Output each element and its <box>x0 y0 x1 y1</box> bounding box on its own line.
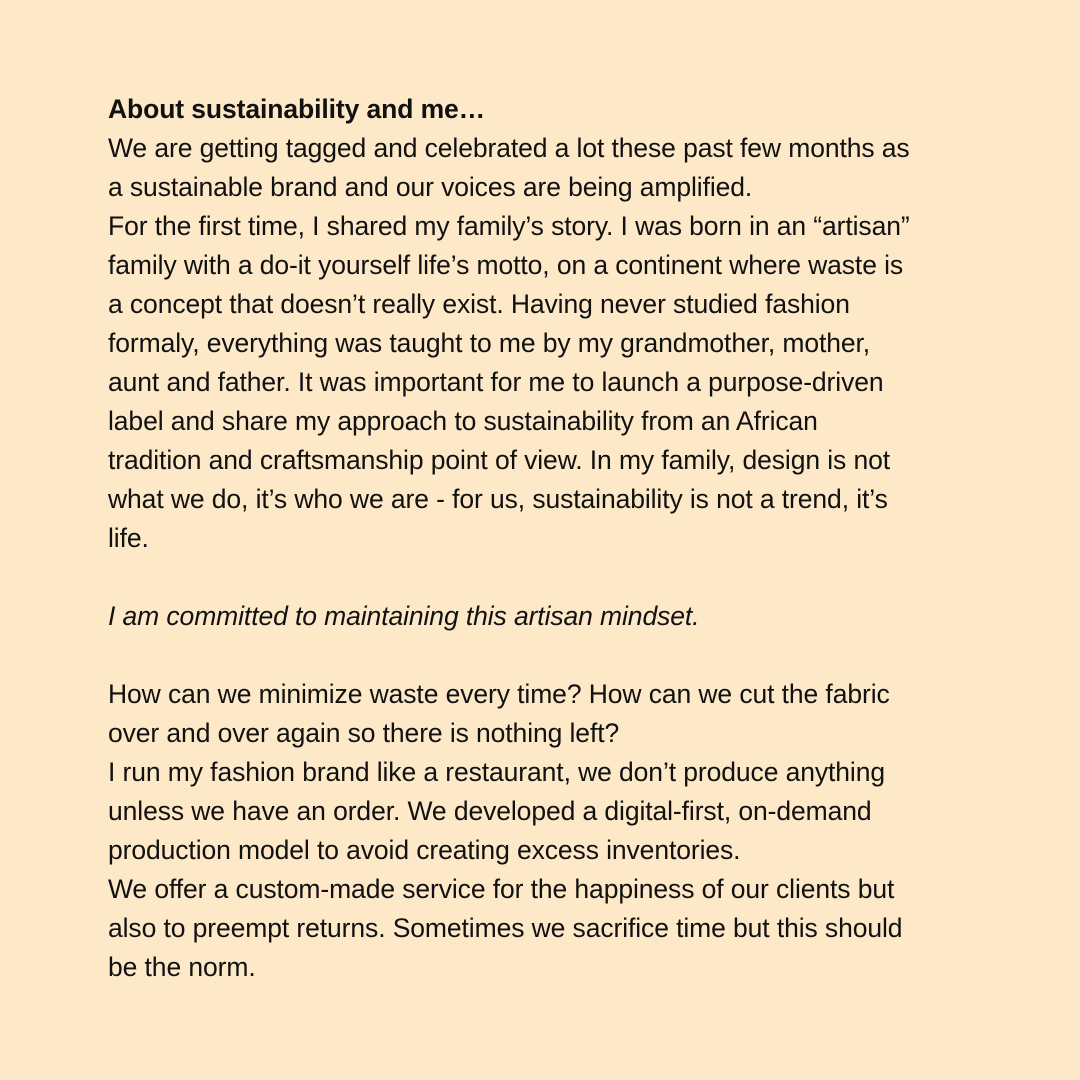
heading: About sustainability and me… <box>108 94 486 124</box>
paragraph-2-line: unless we have an order. We developed a digital-first, on-demand <box>108 796 872 826</box>
paragraph-1-line: We are getting tagged and celebrated a lot these past few months as <box>108 133 910 163</box>
paragraph-2-line: over and over again so there is nothing left? <box>108 718 620 748</box>
text-block <box>108 90 988 987</box>
paragraph-1-line: a sustainable brand and our voices are being amplified. <box>108 172 753 202</box>
paragraph-2-line: also to preempt returns. Sometimes we sacrifice time but this should <box>108 913 903 943</box>
paragraph-1-line: a concept that doesn’t really exist. Having never studied fashion <box>108 289 850 319</box>
paragraph-1-line: life. <box>108 523 149 553</box>
paragraph-2-line: be the norm. <box>108 952 256 982</box>
paragraph-1-line: formaly, everything was taught to me by my grandmother, mother, <box>108 328 871 358</box>
paragraph-2-line: production model to avoid creating excess inventories. <box>108 835 741 865</box>
paragraph-1-line: family with a do-it yourself life’s motto, on a continent where waste is <box>108 250 904 280</box>
paragraph-1-line: aunt and father. It was important for me to launch a purpose-driven <box>108 367 884 397</box>
paragraph-1-line: what we do, it’s who we are - for us, sustainability is not a trend, it’s <box>108 484 888 514</box>
paragraph-2-line: How can we minimize waste every time? How can we cut the fabric <box>108 679 890 709</box>
paragraph-1-line: For the first time, I shared my family’s story. I was born in an “artisan” <box>108 211 910 241</box>
italic-statement: I am committed to maintaining this artisan mindset. <box>108 601 700 631</box>
paragraph-2-line: I run my fashion brand like a restaurant, we don’t produce anything <box>108 757 885 787</box>
paragraph-1-line: label and share my approach to sustainability from an African <box>108 406 818 436</box>
paragraph-spacer <box>108 636 988 675</box>
paragraph-1-line: tradition and craftsmanship point of view. In my family, design is not <box>108 445 890 475</box>
paragraph-spacer <box>108 558 988 597</box>
paragraph-2-line: We offer a custom-made service for the happiness of our clients but <box>108 874 895 904</box>
